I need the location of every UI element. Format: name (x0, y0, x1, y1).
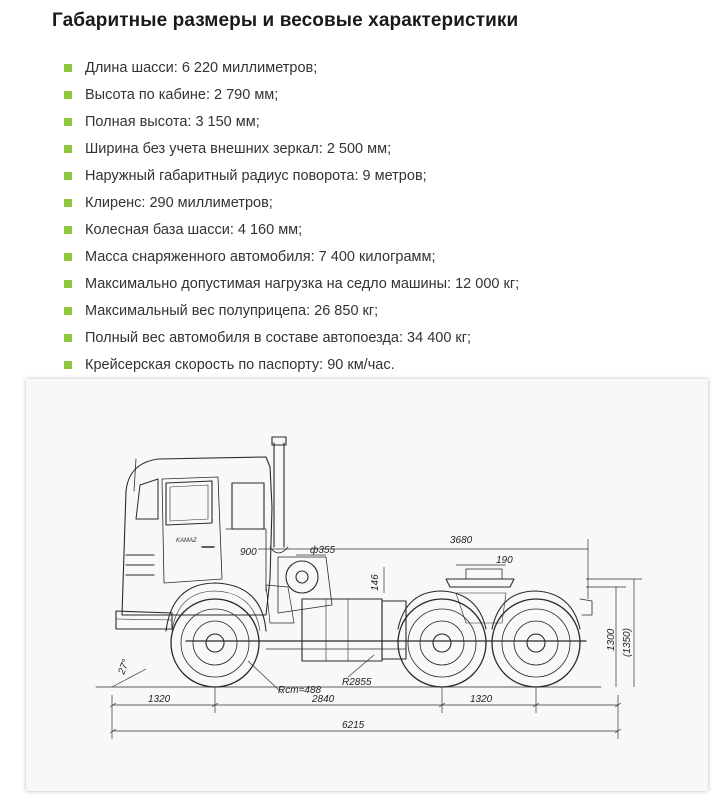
spec-text: Полная высота: 3 150 мм; (85, 113, 260, 130)
spec-item-turning-radius (64, 162, 519, 189)
exhaust-pipe (274, 443, 284, 547)
page-title: Габаритные размеры и весовые характеристики (52, 10, 519, 31)
spec-text: Масса снаряженного автомобиля: 7 400 килограмм; (85, 248, 436, 265)
spec-list (64, 54, 519, 378)
spec-text: Колесная база шасси: 4 160 мм; (85, 221, 303, 238)
dim-label-rst: Rст=488 (278, 685, 322, 696)
spec-item-semitrailer-weight (64, 297, 519, 324)
bullet-icon (64, 280, 72, 288)
side-window (166, 481, 212, 525)
spec-text: Высота по кабине: 2 790 мм; (85, 86, 279, 103)
rear-wheel-1 (398, 599, 486, 687)
spec-item-clearance (64, 189, 519, 216)
dim-label-190: 190 (496, 555, 513, 566)
spec-text: Полный вес автомобиля в составе автопоезда: 34 400 кг; (85, 329, 472, 346)
rear-cab-window (232, 483, 264, 529)
rear-fender-2 (492, 591, 580, 629)
dimension-lines (110, 539, 642, 739)
dim-label-27: 27° (116, 658, 132, 677)
spec-text: Ширина без учета внешних зеркал: 2 500 мм; (85, 140, 392, 157)
spec-text: Крейсерская скорость по паспорту: 90 км/час. (85, 356, 395, 373)
air-filter (286, 561, 318, 593)
cab-outline (122, 457, 272, 615)
dim-label-900: 900 (240, 547, 257, 558)
dim-label-1300: 1300 (606, 628, 617, 651)
spec-item-curb-weight (64, 243, 519, 270)
fifth-wheel (446, 579, 514, 587)
cab-badge-logo: KAMAZ (176, 538, 197, 544)
bullet-icon (64, 226, 72, 234)
spec-text: Клиренс: 290 миллиметров; (85, 194, 273, 211)
bullet-icon (64, 199, 72, 207)
spec-item-saddle-load (64, 270, 519, 297)
bullet-icon (64, 361, 72, 369)
cab-door (162, 477, 222, 583)
spec-text: Наружный габаритный радиус поворота: 9 метров; (85, 167, 427, 184)
bullet-icon (64, 172, 72, 180)
spec-item-cruise-speed (64, 351, 519, 378)
bullet-icon (64, 334, 72, 342)
windshield (136, 479, 158, 519)
spec-item-total-height (64, 108, 519, 135)
dim-label-3680: 3680 (450, 535, 473, 546)
spec-text: Длина шасси: 6 220 миллиметров; (85, 59, 318, 76)
dim-label-355: ф355 (310, 545, 336, 556)
dim-label-6215: 6215 (342, 720, 365, 731)
bullet-icon (64, 64, 72, 72)
dim-label-1320-front: 1320 (148, 694, 171, 705)
battery-box (382, 601, 406, 659)
bullet-icon (64, 253, 72, 261)
dim-label-2840: 2840 (312, 694, 335, 705)
truck-drawing-svg (26, 379, 708, 791)
rear-wheel-2 (492, 599, 580, 687)
dim-label-1350: (1350) (622, 628, 633, 657)
dim-label-146: 146 (370, 574, 381, 591)
spec-item-wheelbase (64, 216, 519, 243)
dim-label-r2855: R2855 (342, 677, 372, 688)
bullet-icon (64, 307, 72, 315)
spec-item-gross-weight (64, 324, 519, 351)
front-wheel (171, 599, 259, 687)
bullet-icon (64, 145, 72, 153)
spec-item-cab-height (64, 81, 519, 108)
dim-label-1320-rear: 1320 (470, 694, 493, 705)
bullet-icon (64, 91, 72, 99)
spec-text: Максимальный вес полуприцепа: 26 850 кг; (85, 302, 379, 319)
spec-item-chassis-length (64, 54, 519, 81)
spec-text: Максимально допустимая нагрузка на седло машины: 12 000 кг; (85, 275, 520, 292)
truck-dimension-drawing (26, 379, 708, 791)
bullet-icon (64, 118, 72, 126)
fuel-tank (302, 599, 382, 661)
spec-item-width (64, 135, 519, 162)
